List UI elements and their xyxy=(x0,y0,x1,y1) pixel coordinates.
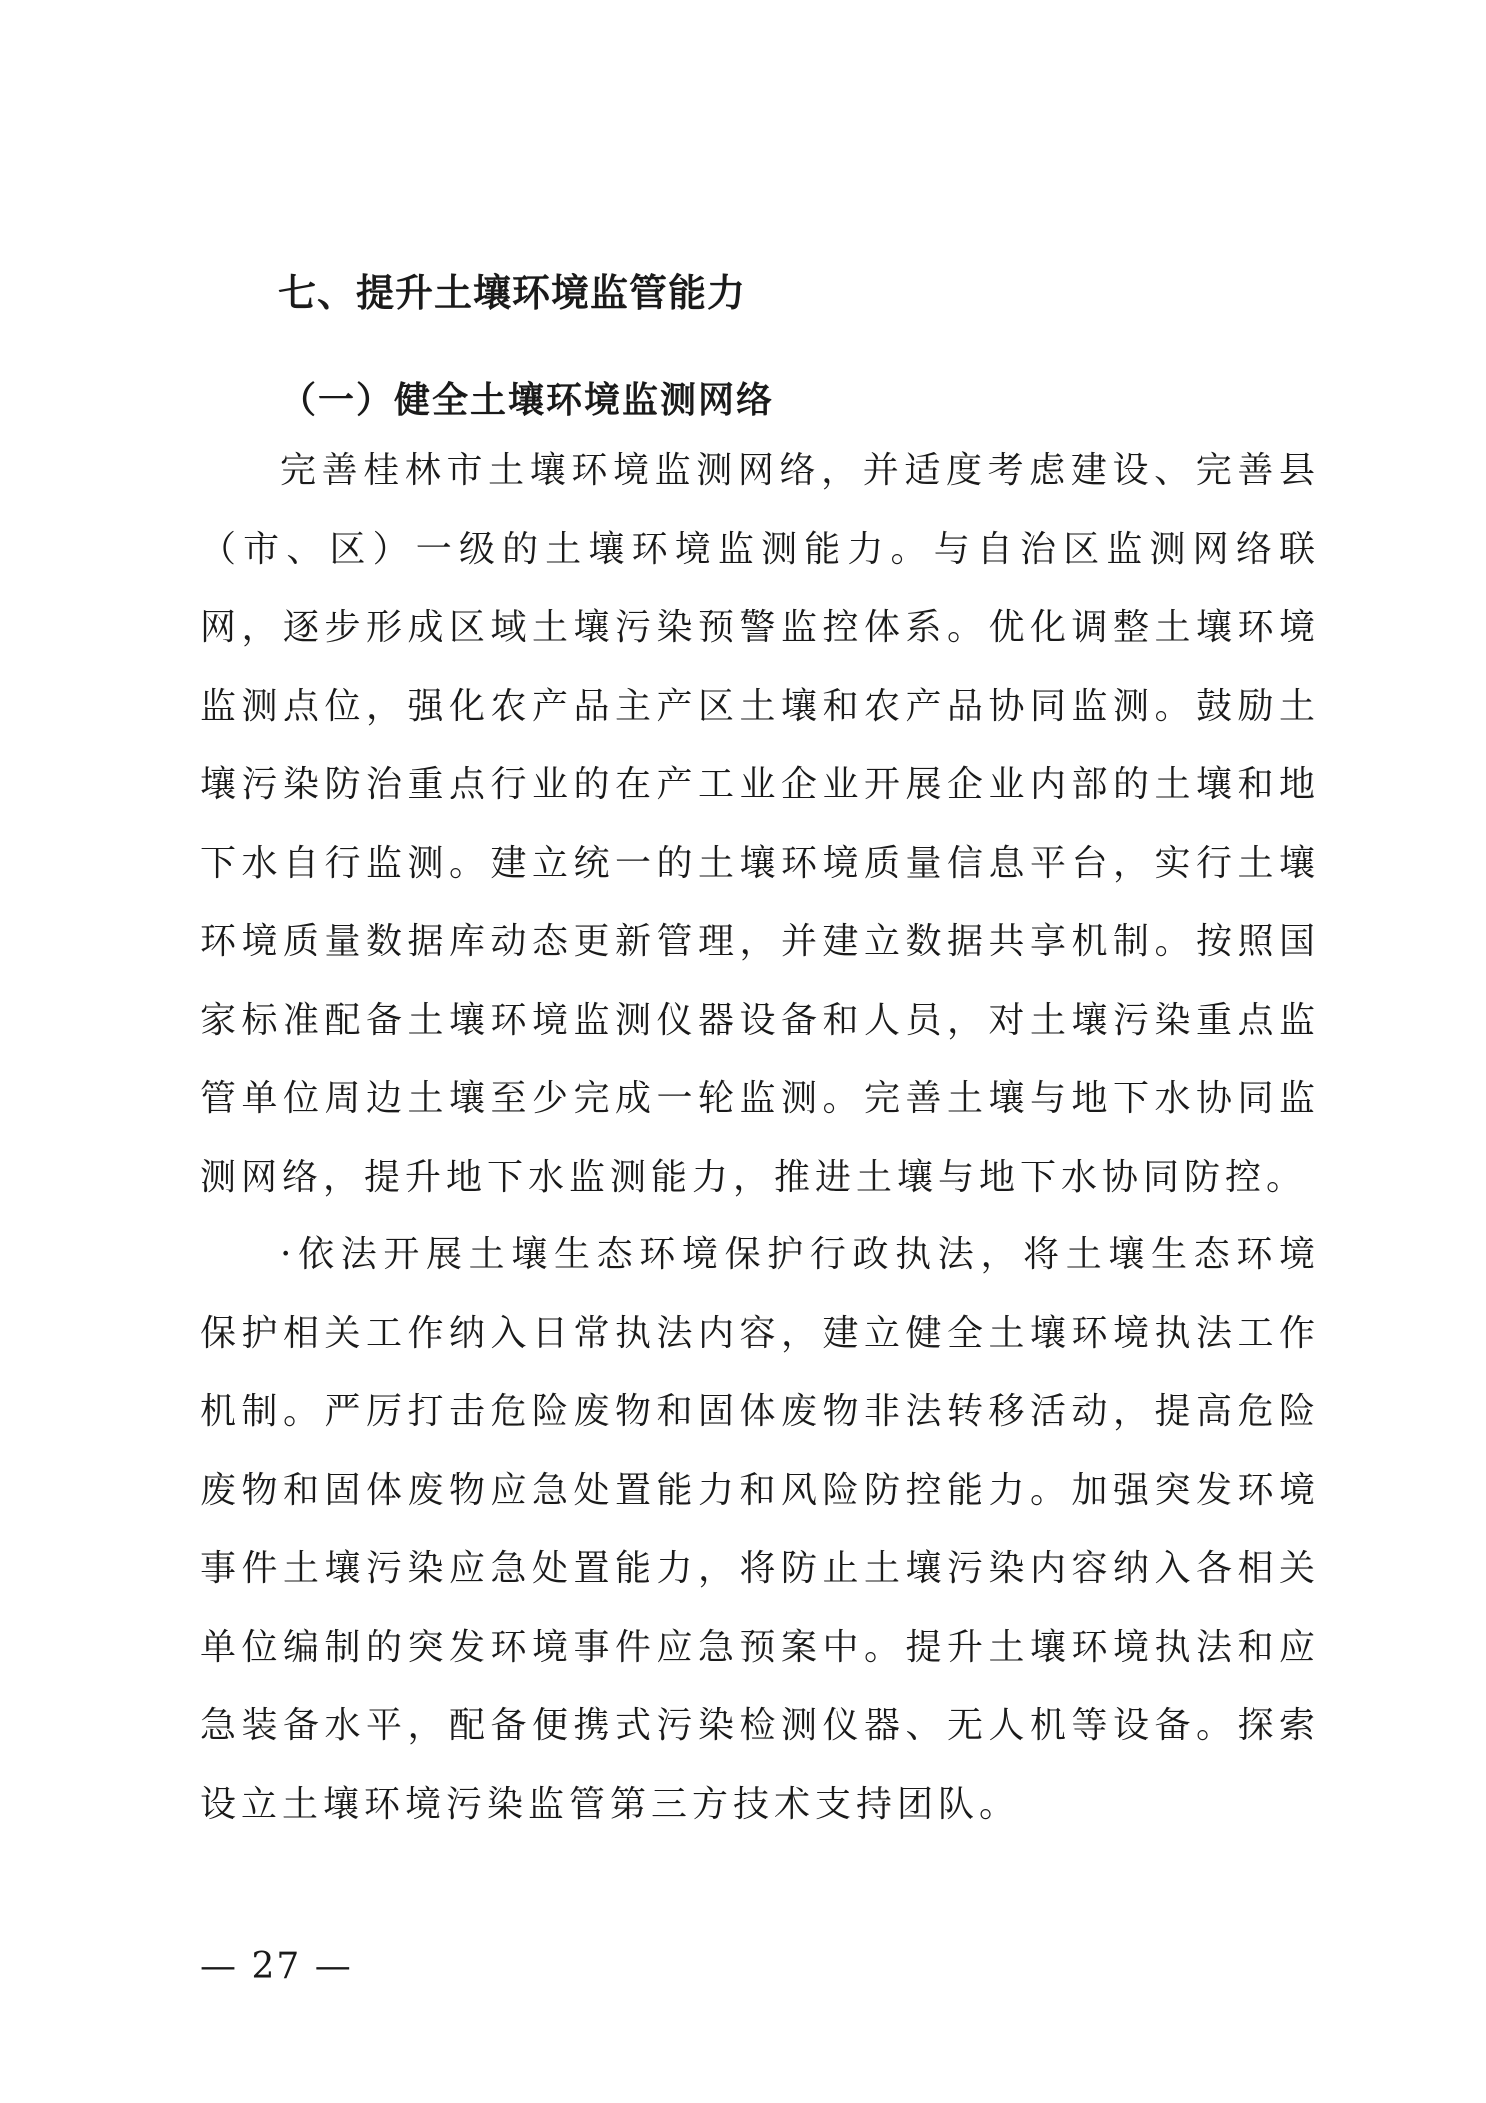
page-number: — 27 — xyxy=(200,1946,353,1987)
body-paragraph: ·依法开展土壤生态环境保护行政执法，将土壤生态环境保护相关工作纳入日常执法内容，建立健全土壤环境执法工作机制。严厉打击危险废物和固体废物非法转移活动，提高危险废物和固体废物应急处置能力和风险防控能力。加强突发环境事件土壤污染应急处置能力，将防止土壤污染内容纳入各相关单位编制的突发环境事件应急预案中。提升土壤环境执法和应急装备水平，配备便携式污染检测仪器、无人机等设备。探索设立土壤环境污染监管第三方技术支持团队。 xyxy=(200,1234,1320,1825)
body-paragraph: 完善桂林市土壤环境监测网络，并适度考虑建设、完善县（市、区）一级的土壤环境监测能力。与自治区监测网络联网，逐步形成区域土壤污染预警监控体系。优化调整土壤环境监测点位，强化农产品主产区土壤和农产品协同监测。鼓励土壤污染防治重点行业的在产工业企业开展企业内部的土壤和地下水自行监测。建立统一的土壤环境质量信息平台，实行土壤环境质量数据库动态更新管理，并建立数据共享机制。按照国家标准配备土壤环境监测仪器设备和人员，对土壤污染重点监管单位周边土壤至少完成一轮监测。完善土壤与地下水协同监测网络，提升地下水监测能力，推进土壤与地下水协同防控。 xyxy=(200,450,1320,1198)
sub-heading: （一）健全土壤环境监测网络 xyxy=(280,379,775,421)
section-heading: 七、提升土壤环境监管能力 xyxy=(278,271,747,315)
